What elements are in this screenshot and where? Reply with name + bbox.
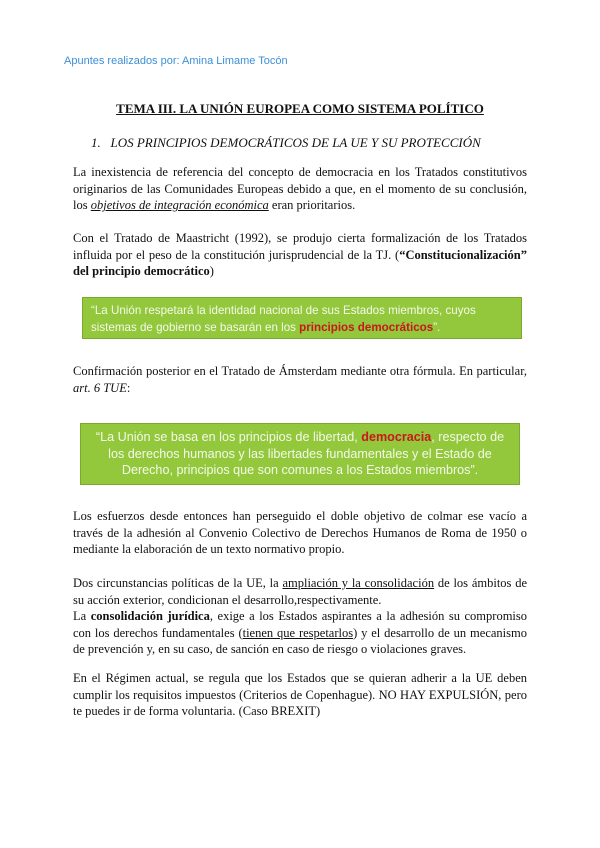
paragraph-3 xyxy=(73,363,527,396)
quote-box-1 xyxy=(82,297,522,339)
quote-highlight: principios democráticos xyxy=(299,320,434,334)
text: Con el Tratado de Maastricht (1992), se produjo cierta formalización de los Tratados influida por el peso de la constitución jurisprudencial de la TJ. ( xyxy=(73,231,527,262)
text: de los ámbitos de su acción exterior, condicionan el desarrollo,respectivamente. xyxy=(73,576,528,607)
emphasis: objetivos de integración económica xyxy=(90,198,269,213)
text: ) xyxy=(209,264,214,279)
quote-highlight: democracia xyxy=(361,429,432,444)
text: Confirmación posterior en el Tratado de Ámsterdam mediante otra fórmula. En particular, xyxy=(73,364,527,378)
paragraph-6 xyxy=(73,608,527,658)
text: : xyxy=(126,380,131,395)
text: La xyxy=(73,609,91,623)
bold-text: “Constitucionalización” del principio democrático xyxy=(73,247,527,279)
author-header: Apuntes realizados por: Amina Limame Tocón xyxy=(64,55,288,67)
quote-text: ”. xyxy=(433,320,441,334)
quote-box-2 xyxy=(80,423,520,485)
text: La inexistencia de referencia del concepto de democracia en los Tratados constitutivos originarios de las Comunidades Europeas debido a que, en el momento de su conclusión, los xyxy=(73,165,527,213)
text: , exige a los Estados aspirantes a la adhesión su compromiso con los derechos fundamentales ( xyxy=(73,609,528,640)
section-label: LOS PRINCIPIOS DEMOCRÁTICOS DE LA UE Y SU PROTECCIÓN xyxy=(110,135,481,150)
underlined-text: ampliación y la consolidación xyxy=(282,576,435,590)
paragraph-1 xyxy=(73,164,527,214)
text: ) y el desarrollo de un mecanismo de prevención y, en su caso, de sanción en caso de riesgo o violaciones graves. xyxy=(73,625,527,657)
paragraph-2 xyxy=(73,230,527,280)
text: Dos circunstancias políticas de la UE, la xyxy=(73,576,283,590)
bold-text: consolidación jurídica xyxy=(90,609,210,623)
quote-text: “La Unión se basa en los principios de libertad, xyxy=(95,429,362,444)
page-title: TEMA III. LA UNIÓN EUROPEA COMO SISTEMA POLÍTICO xyxy=(116,101,484,116)
quote-text: “La Unión respetará la identidad nacional de sus Estados miembros, cuyos sistemas de gobierno se basarán en los xyxy=(91,304,476,334)
quote-text: , respecto de los derechos humanos y las libertades fundamentales y el Estado de Derecho, principios que son comunes a los Estados miembros”. xyxy=(108,429,505,478)
section-heading xyxy=(91,135,481,151)
paragraph-7: En el Régimen actual, se regula que los Estados que se quieran adherir a la UE deben cumplir los requisitos impuestos (Criterios de Copenhague). NO HAY EXPULSIÓN, pero te puedes ir de forma voluntaria. (Caso BREXIT) xyxy=(73,671,527,719)
emphasis: art. 6 TUE xyxy=(73,380,127,395)
paragraph-5 xyxy=(73,575,527,608)
paragraph-4: Los esfuerzos desde entonces han perseguido el doble objetivo de colmar ese vacío a través de la adhesión al Convenio Colectivo de Derechos Humanos de Roma de 1950 o mediante la elaboración de un texto normativo propio. xyxy=(73,509,527,557)
section-number: 1. xyxy=(91,135,101,150)
text: eran prioritarios. xyxy=(268,198,356,213)
underlined-text: tienen que respetarlos xyxy=(242,625,354,640)
